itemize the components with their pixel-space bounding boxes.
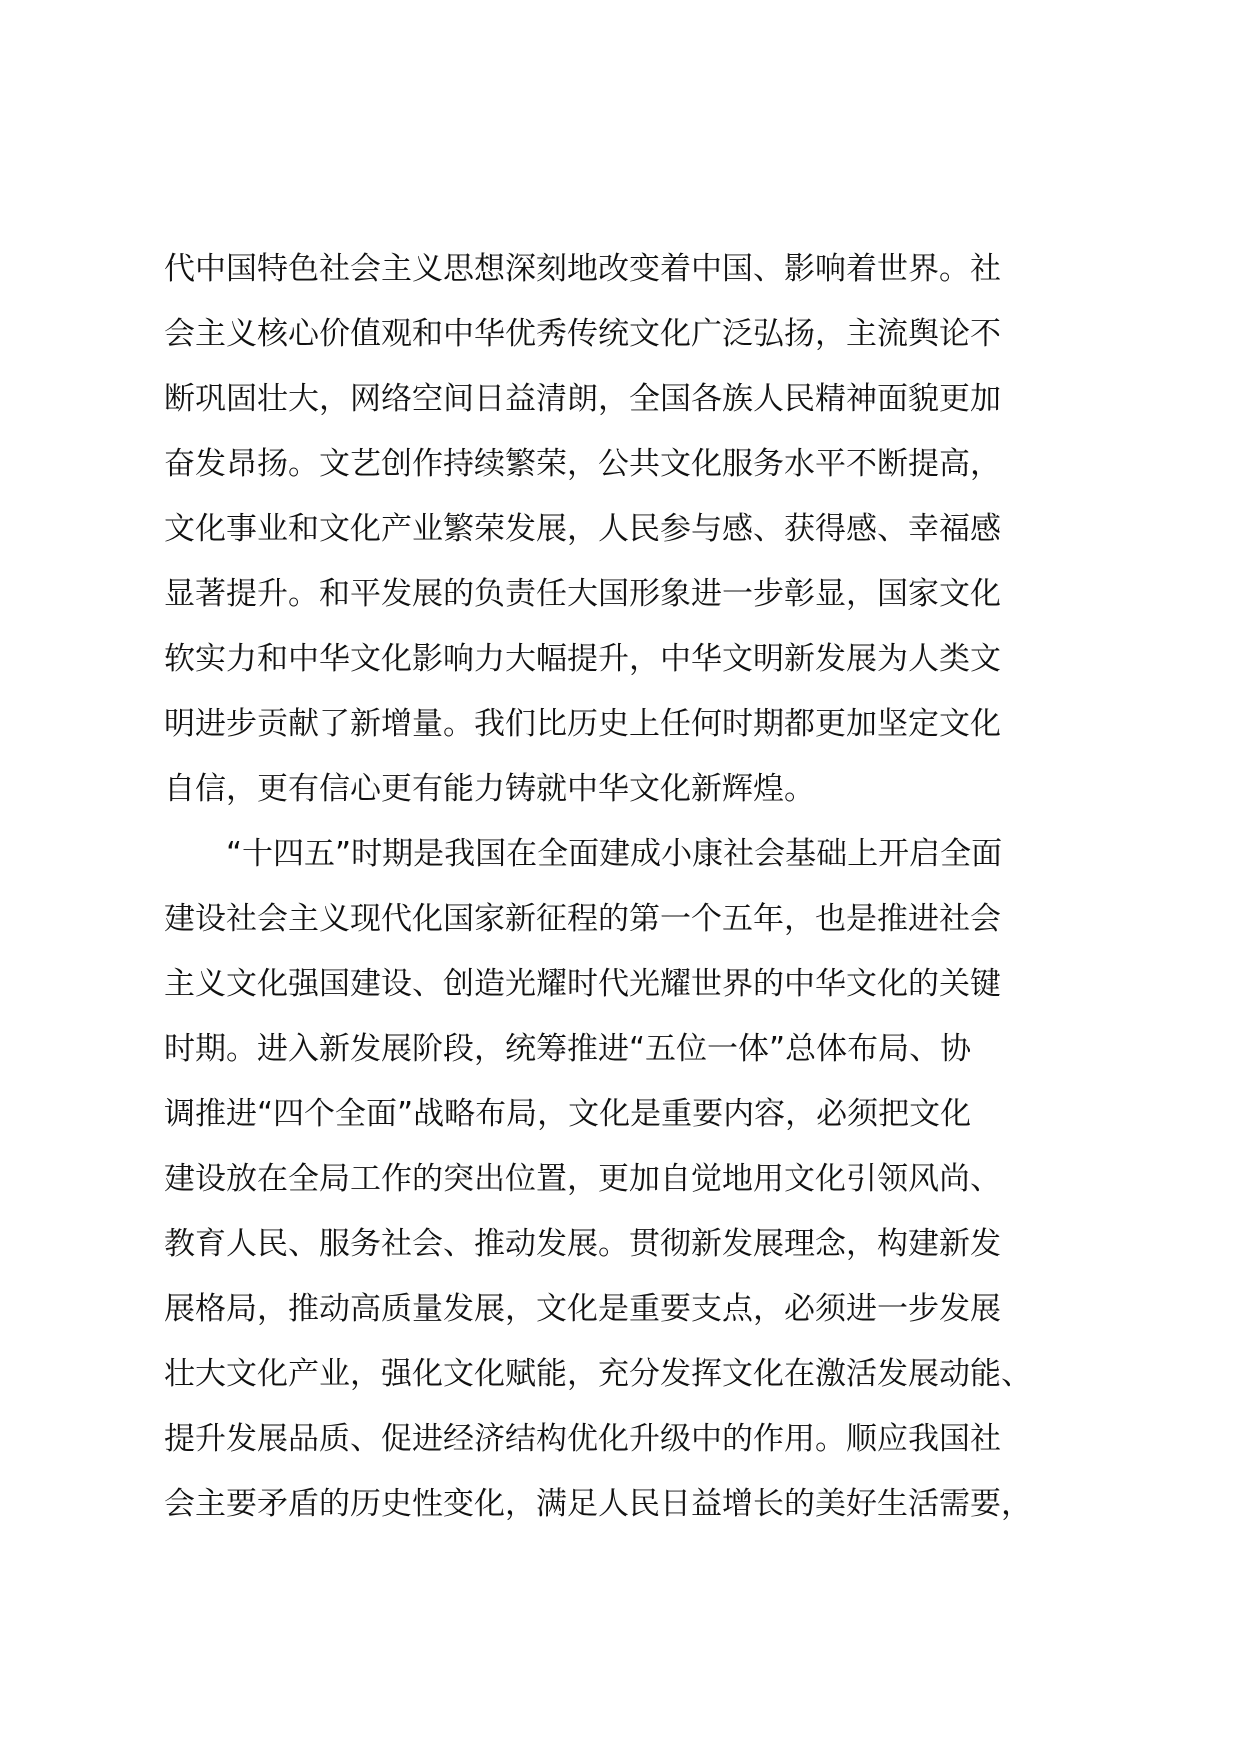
text-line: 教育人民、服务社会、推动发展。贯彻新发展理念，构建新发 [164,1226,1001,1262]
text-line: 会主要矛盾的历史性变化，满足人民日益增长的美好生活需要， [164,1486,1032,1522]
text-line: 壮大文化产业，强化文化赋能，充分发挥文化在激活发展动能、 [164,1356,1032,1392]
text-line: 时期。进入新发展阶段，统筹推进“五位一体”总体布局、协 [164,1031,972,1067]
text-line: 软实力和中华文化影响力大幅提升，中华文明新发展为人类文 [164,641,1001,677]
text-line: 奋发昂扬。文艺创作持续繁荣，公共文化服务水平不断提高， [164,446,1001,482]
text-line: 明进步贡献了新增量。我们比历史上任何时期都更加坚定文化 [164,706,1001,742]
body-text [164,237,1124,1537]
text-line: 展格局，推动高质量发展，文化是重要支点，必须进一步发展 [164,1291,1001,1327]
text-line: 主义文化强国建设、创造光耀时代光耀世界的中华文化的关键 [164,966,1001,1002]
text-line: 代中国特色社会主义思想深刻地改变着中国、影响着世界。社 [164,251,1001,287]
text-line: 会主义核心价值观和中华优秀传统文化广泛弘扬，主流舆论不 [164,316,1001,352]
text-line: “十四五”时期是我国在全面建成小康社会基础上开启全面 [164,836,1003,872]
text-line: 断巩固壮大，网络空间日益清朗，全国各族人民精神面貌更加 [164,381,1001,417]
text-line: 建设社会主义现代化国家新征程的第一个五年，也是推进社会 [164,901,1001,937]
text-line: 自信，更有信心更有能力铸就中华文化新辉煌。 [164,771,815,807]
text-line: 文化事业和文化产业繁荣发展，人民参与感、获得感、幸福感 [164,511,1001,547]
text-line: 调推进“四个全面”战略布局，文化是重要内容，必须把文化 [164,1096,972,1132]
text-line: 提升发展品质、促进经济结构优化升级中的作用。顺应我国社 [164,1421,1001,1457]
text-line: 建设放在全局工作的突出位置，更加自觉地用文化引领风尚、 [164,1161,1001,1197]
text-line: 显著提升。和平发展的负责任大国形象进一步彰显，国家文化 [164,576,1001,612]
